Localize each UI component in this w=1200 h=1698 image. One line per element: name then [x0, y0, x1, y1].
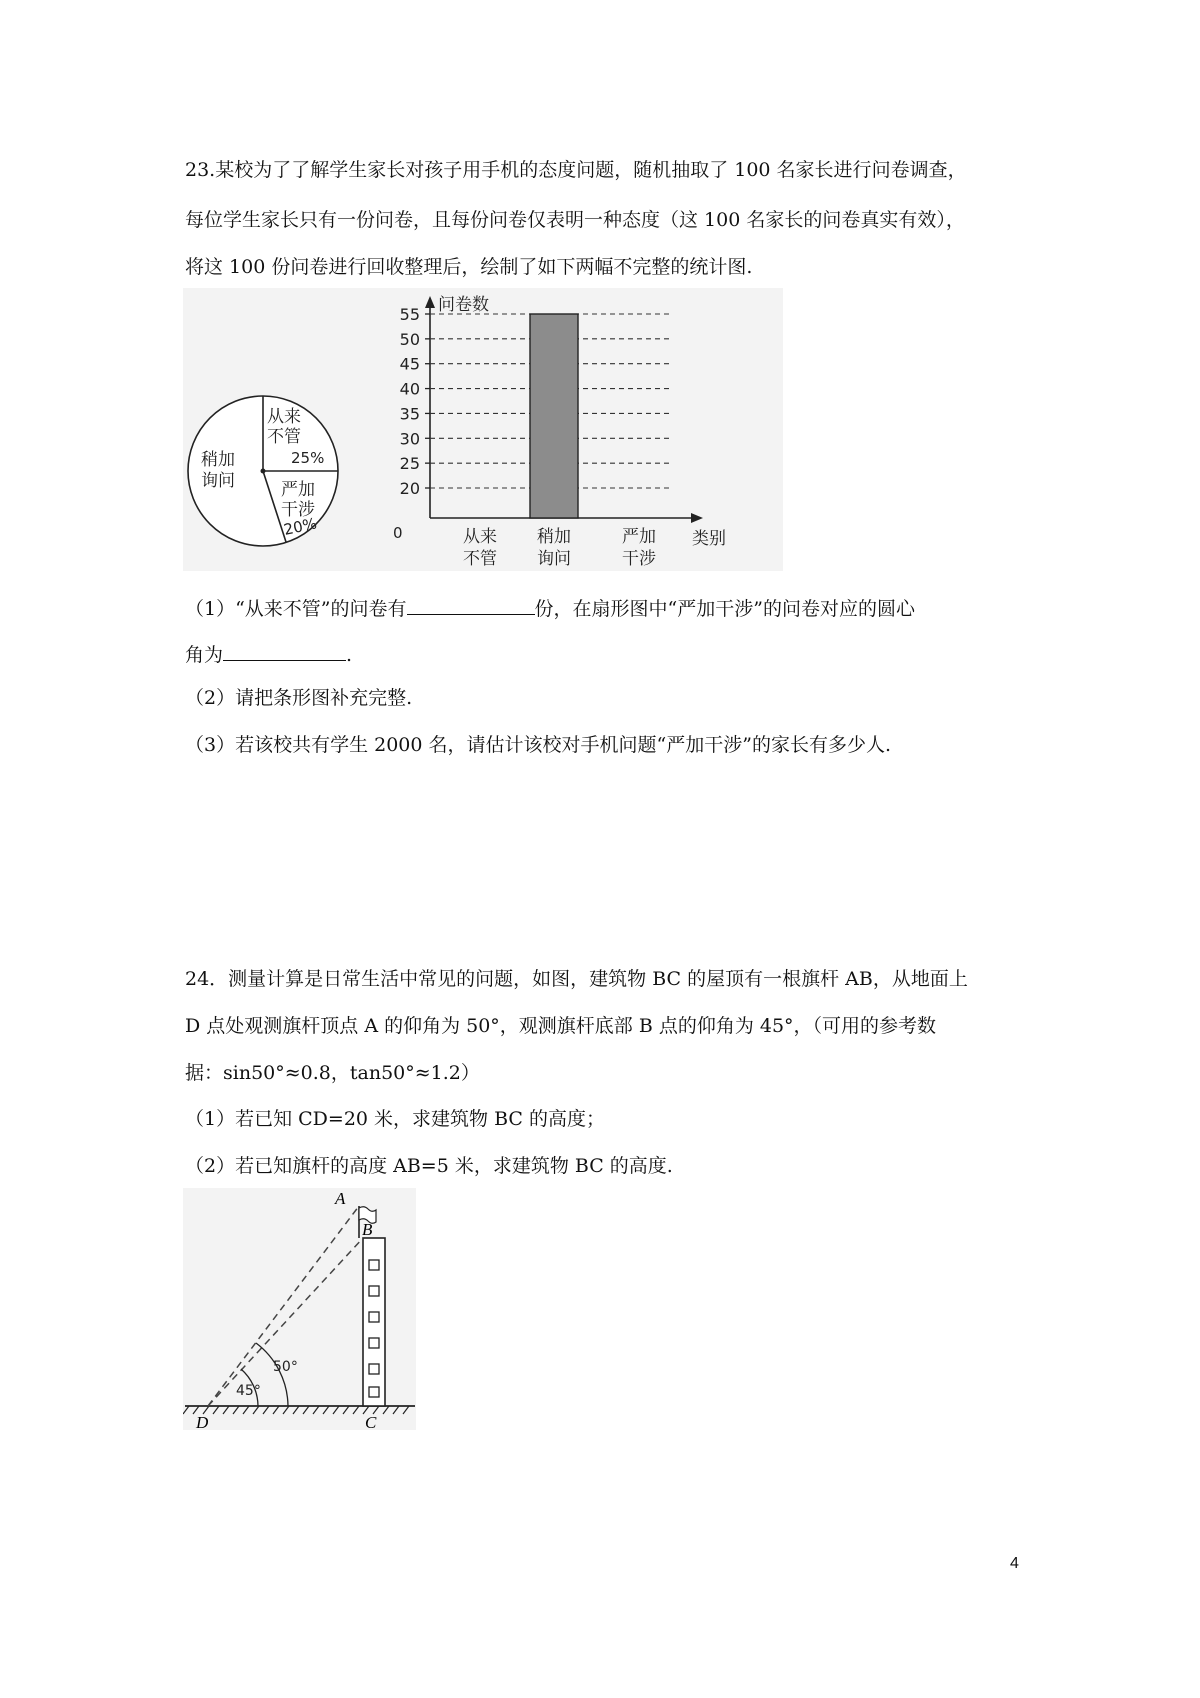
pie-label-never-percent: 25% — [291, 449, 325, 467]
x-axis-label: 类别 — [692, 529, 726, 549]
page-number: 4 — [1010, 1555, 1019, 1572]
q23-intro-line-2: 每位学生家长只有一份问卷，且每份问卷仅表明一种态度（这 100 名家长的问卷真实有效）， — [185, 209, 965, 231]
x-category-label-2-0: 严加 — [622, 527, 656, 547]
q23-figure — [183, 288, 783, 571]
y-tick-label-25: 25 — [399, 454, 420, 474]
y-tick-label-55: 55 — [399, 305, 420, 324]
q24-part1: （1）若已知 CD=20 米，求建筑物 BC 的高度； — [185, 1108, 605, 1130]
point-label-c: C — [365, 1413, 377, 1430]
pie-label-never-line1: 从来 — [267, 407, 301, 427]
y-tick-label-30: 30 — [399, 429, 420, 449]
point-label-a: A — [335, 1189, 346, 1208]
angle-label-45: 45° — [236, 1383, 261, 1399]
pie-label-ask-line2: 询问 — [201, 471, 235, 491]
x-category-label-1-1: 询问 — [537, 549, 571, 569]
answer-blank-never-count[interactable] — [407, 594, 535, 615]
y-tick-label-50: 50 — [399, 329, 420, 349]
point-label-b: B — [362, 1220, 373, 1239]
pie-label-strict-line2: 干涉 — [281, 500, 315, 520]
q23-intro-line-1: 23.某校为了了解学生家长对孩子用手机的态度问题，随机抽取了 100 名家长进行问卷调查， — [185, 159, 967, 181]
point-label-d: D — [196, 1413, 209, 1430]
q23-part1-line1 — [185, 594, 915, 621]
q24-intro-line-3: 据：sin50°≈0.8，tan50°≈1.2） — [185, 1062, 480, 1084]
q23-part3: （3）若该校共有学生 2000 名，请估计该校对手机问题“严加干涉”的家长有多少人. — [185, 734, 891, 756]
y-tick-label-45: 45 — [399, 354, 420, 374]
x-category-label-1-0: 稍加 — [537, 527, 571, 547]
answer-blank-central-angle[interactable] — [223, 640, 346, 661]
q24-intro-line-1: 24．测量计算是日常生活中常见的问题，如图，建筑物 BC 的屋顶有一根旗杆 AB，从地面上 — [185, 968, 968, 990]
origin-label: 0 — [393, 524, 403, 542]
x-category-label-0-1: 不管 — [463, 549, 497, 569]
bars-group — [530, 314, 578, 518]
q23-part1-text-c: 角为 — [185, 644, 224, 666]
bar-稍加询问 — [530, 314, 578, 518]
q23-part1-line2 — [185, 640, 352, 667]
q24-part2: （2）若已知旗杆的高度 AB=5 米，求建筑物 BC 的高度. — [185, 1155, 673, 1177]
pie-center — [261, 469, 266, 474]
y-tick-label-20: 20 — [399, 479, 420, 498]
q24-figure — [183, 1188, 416, 1430]
pie-label-strict-line1: 严加 — [281, 480, 315, 500]
y-tick-label-35: 35 — [399, 404, 420, 424]
y-axis-label: 问卷数 — [438, 295, 489, 315]
q23-part1-text-d: . — [346, 644, 353, 666]
y-tick-label-40: 40 — [399, 379, 420, 399]
q23-part1-text-a: （1）“从来不管”的问卷有 — [185, 598, 407, 620]
pie-label-ask-line1: 稍加 — [201, 450, 235, 470]
x-category-label-0-0: 从来 — [463, 527, 497, 547]
pie-chart — [188, 396, 338, 546]
q23-intro-line-3: 将这 100 份问卷进行回收整理后，绘制了如下两幅不完整的统计图. — [185, 256, 753, 278]
pie-label-strict-percent: 20% — [282, 514, 319, 539]
q24-intro-line-2: D 点处观测旗杆顶点 A 的仰角为 50°，观测旗杆底部 B 点的仰角为 45°，（可用的参考数 — [185, 1015, 937, 1037]
angle-label-50: 50° — [273, 1359, 298, 1375]
q23-part1-text-b: 份，在扇形图中“严加干涉”的问卷对应的圆心 — [534, 598, 915, 620]
q23-part2: （2）请把条形图补充完整. — [185, 687, 413, 709]
x-category-label-2-1: 干涉 — [622, 549, 656, 569]
pie-label-never-line2: 不管 — [267, 427, 301, 447]
